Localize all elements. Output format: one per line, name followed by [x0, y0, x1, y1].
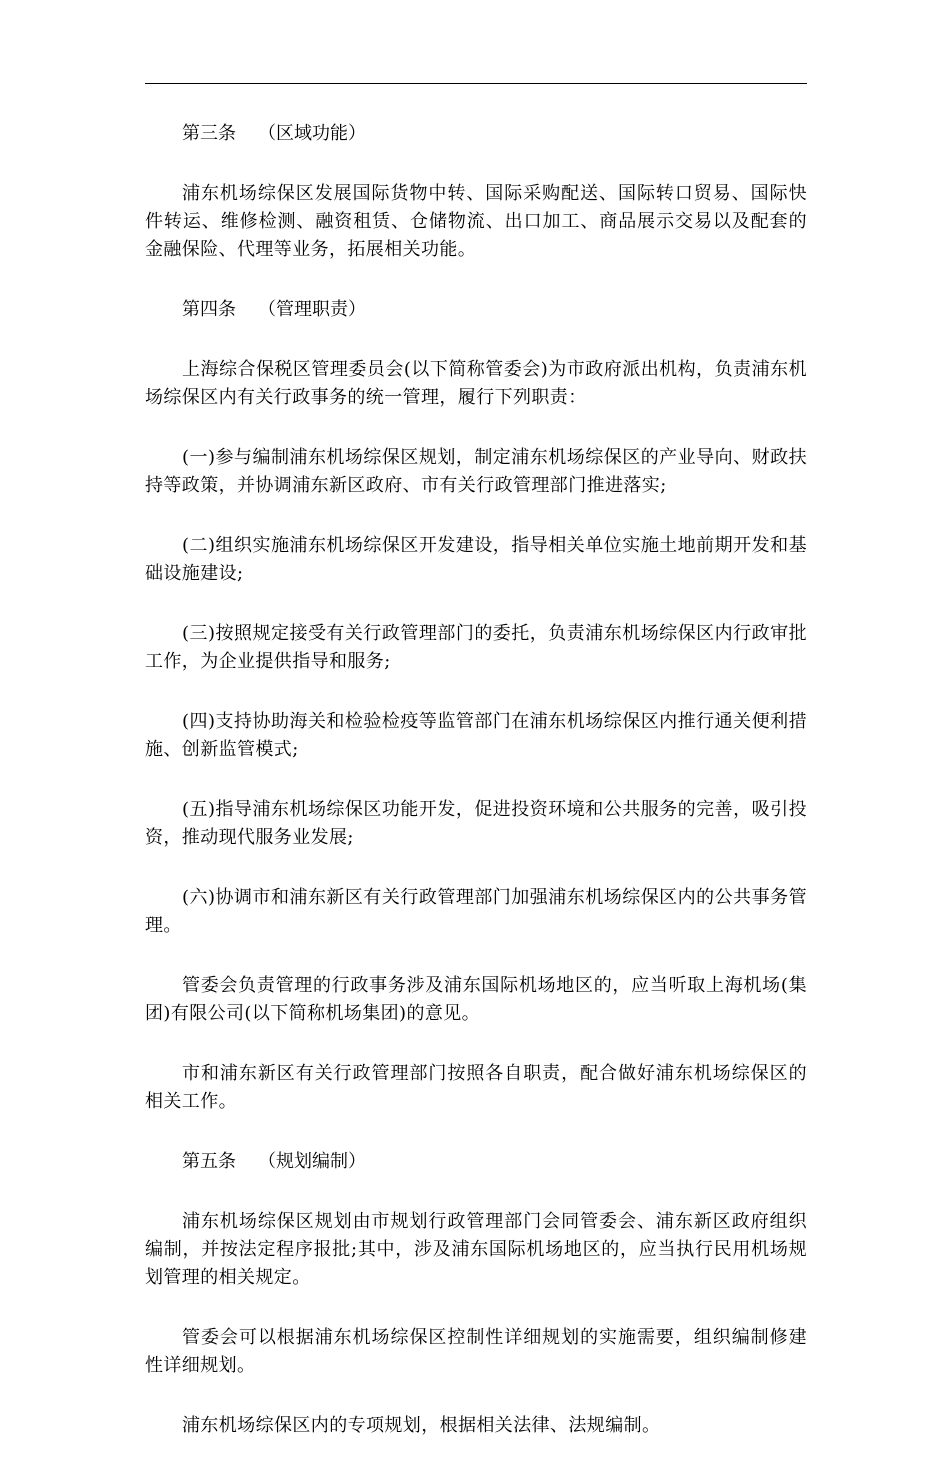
article-number: 第三条 [182, 123, 236, 144]
list-item: (五)指导浦东机场综保区功能开发，促进投资环境和公共服务的完善，吸引投资，推动现代服务业发展; [145, 799, 807, 848]
article-title: （管理职责） [258, 299, 366, 320]
list-item: (六)协调市和浦东新区有关行政管理部门加强浦东机场综保区内的公共事务管理。 [145, 887, 807, 936]
paragraph: 上海综合保税区管理委员会(以下简称管委会)为市政府派出机构，负责浦东机场综保区内有关行政事务的统一管理，履行下列职责： [145, 359, 807, 408]
paragraph: 市和浦东新区有关行政管理部门按照各自职责，配合做好浦东机场综保区的相关工作。 [145, 1063, 807, 1112]
article-number: 第五条 [182, 1151, 236, 1172]
paragraph: 浦东机场综保区内的专项规划，根据相关法律、法规编制。 [182, 1415, 661, 1436]
article-heading [145, 296, 807, 324]
article-heading [145, 1148, 807, 1176]
list-item: (一)参与编制浦东机场综保区规划，制定浦东机场综保区的产业导向、财政扶持等政策，并协调浦东新区政府、市有关行政管理部门推进落实; [145, 447, 807, 496]
paragraph: 浦东机场综保区发展国际货物中转、国际采购配送、国际转口贸易、国际快件转运、维修检测、融资租赁、仓储物流、出口加工、商品展示交易以及配套的金融保险、代理等业务，拓展相关功能。 [145, 183, 807, 260]
document-body [145, 120, 807, 1472]
list-item: (三)按照规定接受有关行政管理部门的委托，负责浦东机场综保区内行政审批工作，为企业提供指导和服务; [145, 623, 807, 672]
paragraph: 管委会负责管理的行政事务涉及浦东国际机场地区的，应当听取上海机场(集团)有限公司(以下简称机场集团)的意见。 [145, 975, 807, 1024]
list-item: (四)支持协助海关和检验检疫等监管部门在浦东机场综保区内推行通关便利措施、创新监管模式; [145, 711, 807, 760]
paragraph: 管委会可以根据浦东机场综保区控制性详细规划的实施需要，组织编制修建性详细规划。 [145, 1327, 807, 1376]
article-heading [145, 120, 807, 148]
header-rule [145, 83, 807, 84]
paragraph: 浦东机场综保区规划由市规划行政管理部门会同管委会、浦东新区政府组织编制，并按法定程序报批;其中，涉及浦东国际机场地区的，应当执行民用机场规划管理的相关规定。 [145, 1211, 807, 1288]
article-title: （区域功能） [258, 123, 366, 144]
list-item: (二)组织实施浦东机场综保区开发建设，指导相关单位实施土地前期开发和基础设施建设; [145, 535, 807, 584]
article-title: （规划编制） [258, 1151, 366, 1172]
article-number: 第四条 [182, 299, 236, 320]
